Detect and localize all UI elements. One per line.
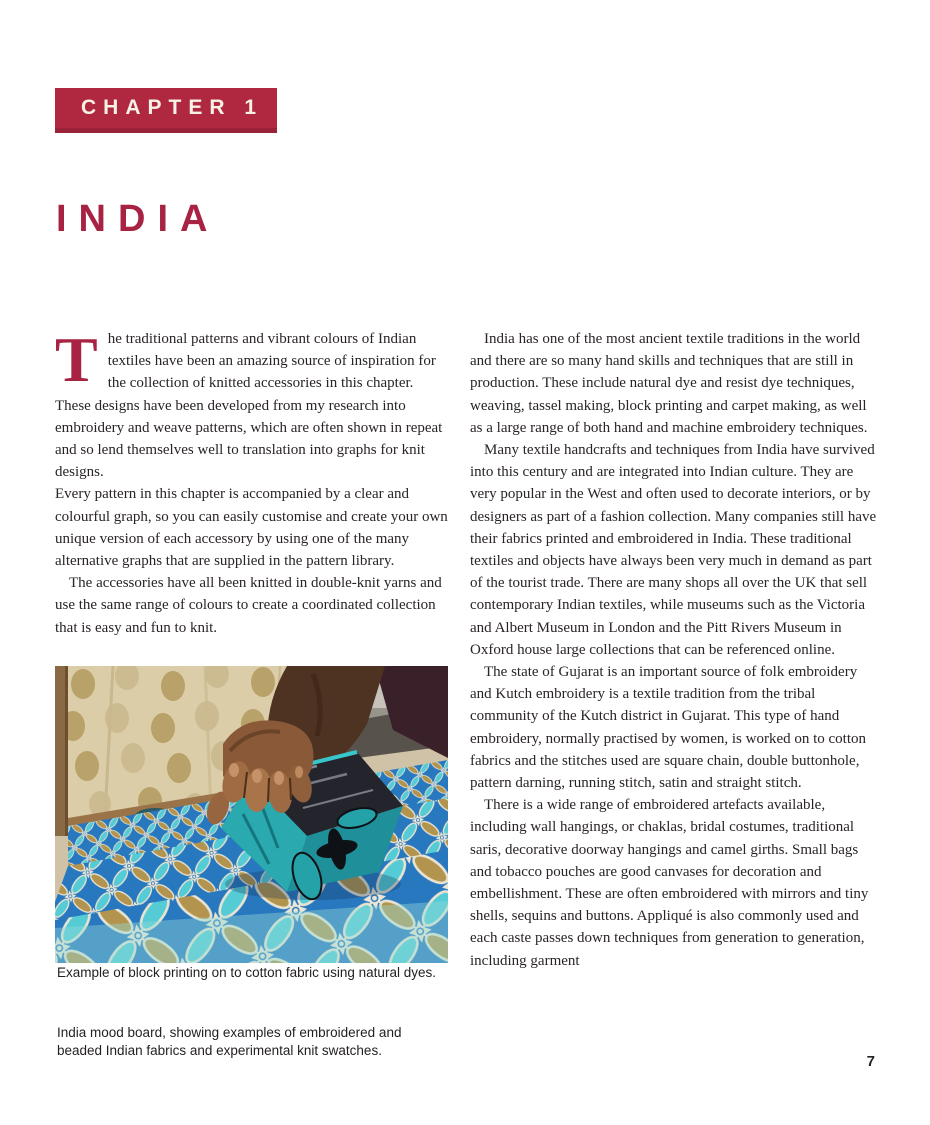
moodboard-caption: India mood board, showing examples of embroidered and beaded Indian fabrics and experimental knit swatches. <box>57 1025 402 1058</box>
chapter-banner <box>55 88 277 133</box>
body-paragraph: India has one of the most ancient textile traditions in the world and there are so many hand skills and techniques that are still in production. These include natural dye and resist dye techniques, weaving, tassel making, block printing and carpet making, as well as a large range of both hand and machine embroidery techniques. <box>470 331 868 436</box>
photo-caption: Example of block printing on to cotton fabric using natural dyes. <box>57 965 436 980</box>
drop-cap: T <box>55 324 98 395</box>
body-paragraph: The state of Gujarat is an important source of folk embroidery and Kutch embroidery is a textile tradition from the tribal community of the Kutch district in Gujarat. This type of hand embroidery, normally practised by women, is worked on to cotton fabrics and the stitches used are square chain, double buttonhole, pattern darning, running stitch, satin and straight stitch. <box>470 664 867 792</box>
right-column <box>470 328 878 972</box>
chapter-title: INDIA <box>56 198 220 240</box>
chapter-banner-label: CHAPTER 1 <box>81 96 264 119</box>
body-paragraph: There is a wide range of embroidered artefacts available, including wall hangings, or chaklas, bridal costumes, traditional saris, decorative doorway hangings and camel girths. Small bags and tobacco pouches are good canvases for decoration and embellishment. These are often embroidered with mirrors and tiny shells, sequins and buttons. Appliqué is also commonly used and each caste passes down techniques from generation to generation, including garment <box>470 797 869 969</box>
body-paragraph: Many textile handcrafts and techniques from India have survived into this century and are integrated into Indian culture. They are very popular in the West and often used to decorate interiors, or by designers as part of a fashion collection. Many companies still have their fabrics printed and embroidered in India. These traditional textiles and objects have always been very much in demand as part of the tourist trade. There are many shops all over the UK that sell contemporary Indian textiles, while museums such as the Victoria and Albert Museum in London and the Pitt Rivers Museum in Oxford house large collections that can be referenced online. <box>470 442 877 658</box>
body-paragraph: Every pattern in this chapter is accompanied by a clear and colourful graph, so you can easily customise and create your own unique version of each accessory by using one of the many alternative graphs that are supplied in the pattern library. <box>55 486 448 570</box>
body-paragraph-dropcap <box>55 324 451 483</box>
block-printing-photo <box>55 666 448 963</box>
body-paragraph: The accessories have all been knitted in double-knit yarns and use the same range of colours to create a coordinated collection that is easy and fun to knit. <box>55 575 442 636</box>
paragraph-text: he traditional patterns and vibrant colours of Indian textiles have been an amazing source of inspiration for the collection of knitted accessories in this chapter. These designs have been developed from my research into embroidery and weave patterns, which are often shown in repeat and so lend themselves well to translation into graphs for knit designs. <box>55 331 443 481</box>
left-column <box>55 324 451 639</box>
page-number: 7 <box>866 1053 875 1070</box>
